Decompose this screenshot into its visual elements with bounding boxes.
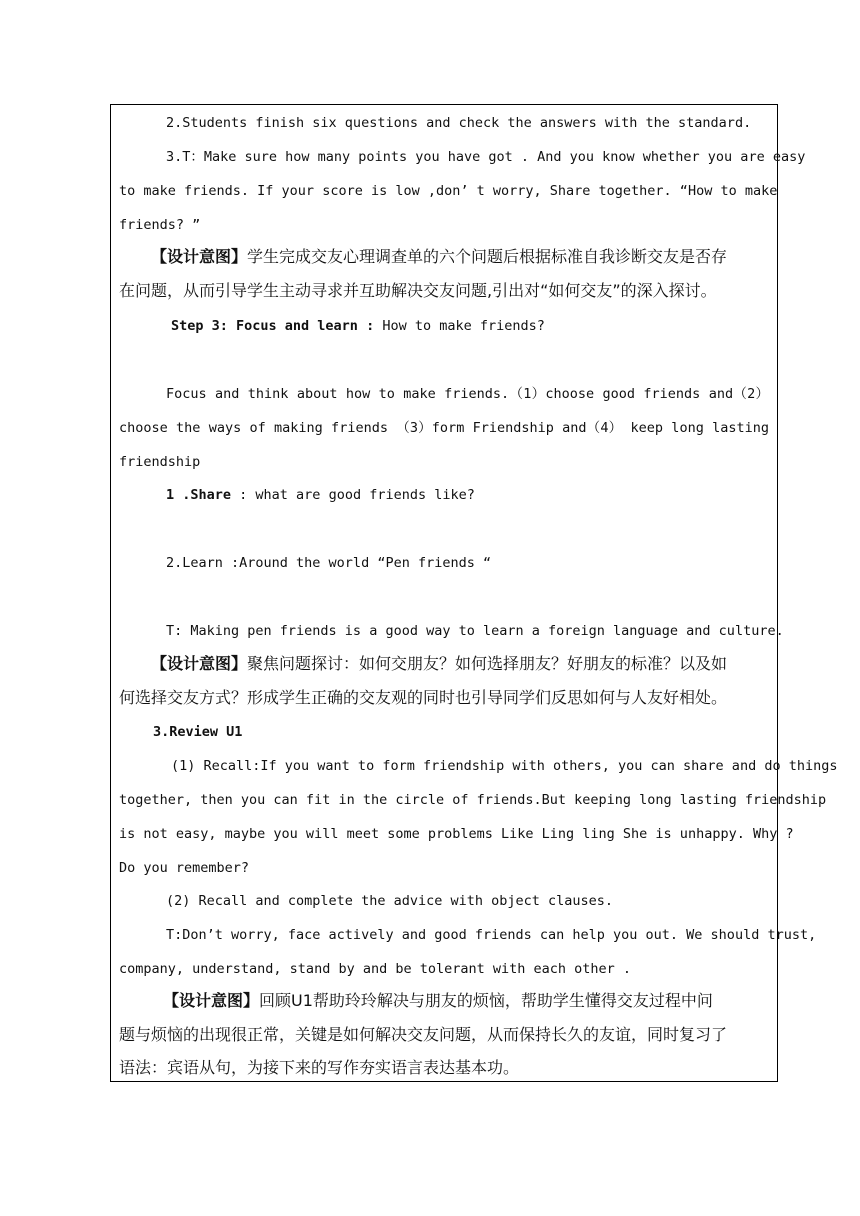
text-line: Do you remember? (119, 860, 250, 876)
design-intent-line (151, 247, 769, 267)
text-line: together, then you can fit in the circle of friends.But keeping long lasting friendship (119, 792, 827, 808)
design-intent-text: 回顾U1帮助玲玲解决与朋友的烦恼，帮助学生懂得交友过程中问 (259, 991, 713, 1010)
lesson-plan-table-cell (110, 104, 838, 1082)
text-line: T:Don’t worry, face actively and good friends can help you out. We should trust, (166, 927, 817, 943)
text-line: friendship (119, 454, 201, 470)
text-line: T: Making pen friends is a good way to learn a foreign language and culture. (166, 623, 784, 639)
subheading-line (166, 485, 769, 505)
design-intent-text: 学生完成交友心理调查单的六个问题后根据标准自我诊断交友是否存 (247, 247, 728, 266)
design-intent-line: 题与烦恼的出现很正常，关键是如何解决交友问题，从而保持长久的友谊，同时复习了 (119, 1025, 728, 1044)
step-heading-label: Step 3: Focus and learn : (171, 318, 375, 334)
design-intent-line: 何选择交友方式？形成学生正确的交友观的同时也引导同学们反思如何与人友好相处。 (119, 688, 728, 707)
text-line: 3.T：Make sure how many points you have got . And you know whether you are easy (166, 149, 806, 165)
text-line: (1) Recall:If you want to form friendship with others, you can share and do things (171, 758, 838, 774)
text-line: (2) Recall and complete the advice with object clauses. (166, 893, 614, 909)
review-heading: 3.Review U1 (153, 724, 243, 740)
text-line: Focus and think about how to make friends.（1）choose good friends and（2） (166, 386, 769, 402)
design-intent-label: 【设计意图】 (151, 654, 248, 673)
text-line: company, understand, stand by and be tolerant with each other . (119, 961, 632, 977)
design-intent-line (163, 991, 769, 1011)
step-heading-text: How to make friends? (374, 318, 545, 334)
design-intent-line: 在问题，从而引导学生主动寻求并互助解决交友问题,引出对“如何交友”的深入探讨。 (119, 281, 717, 300)
step-heading (171, 316, 769, 336)
design-intent-text: 聚焦问题探讨：如何交朋友？如何选择朋友？好朋友的标准？以及如 (247, 654, 728, 673)
text-line: choose the ways of making friends （3）form Friendship and（4） keep long lasting (119, 420, 769, 436)
text-line: to make friends. If your score is low ,don’ t worry, Share together. “How to make (119, 183, 778, 199)
text-line: 2.Students finish six questions and check the answers with the standard. (166, 115, 752, 131)
design-intent-line (151, 654, 769, 674)
design-intent-line: 语法：宾语从句，为接下来的写作夯实语言表达基本功。 (119, 1058, 520, 1077)
subheading-label: 1 .Share (166, 487, 232, 503)
text-line: 2.Learn :Around the world “Pen friends “ (166, 555, 492, 571)
subheading-text: : what are good friends like? (231, 487, 475, 503)
design-intent-label: 【设计意图】 (151, 247, 248, 266)
text-line: is not easy, maybe you will meet some problems Like Ling ling She is unhappy. Why ? (119, 826, 794, 842)
text-line: friends? ” (119, 217, 201, 233)
design-intent-label: 【设计意图】 (163, 991, 260, 1010)
